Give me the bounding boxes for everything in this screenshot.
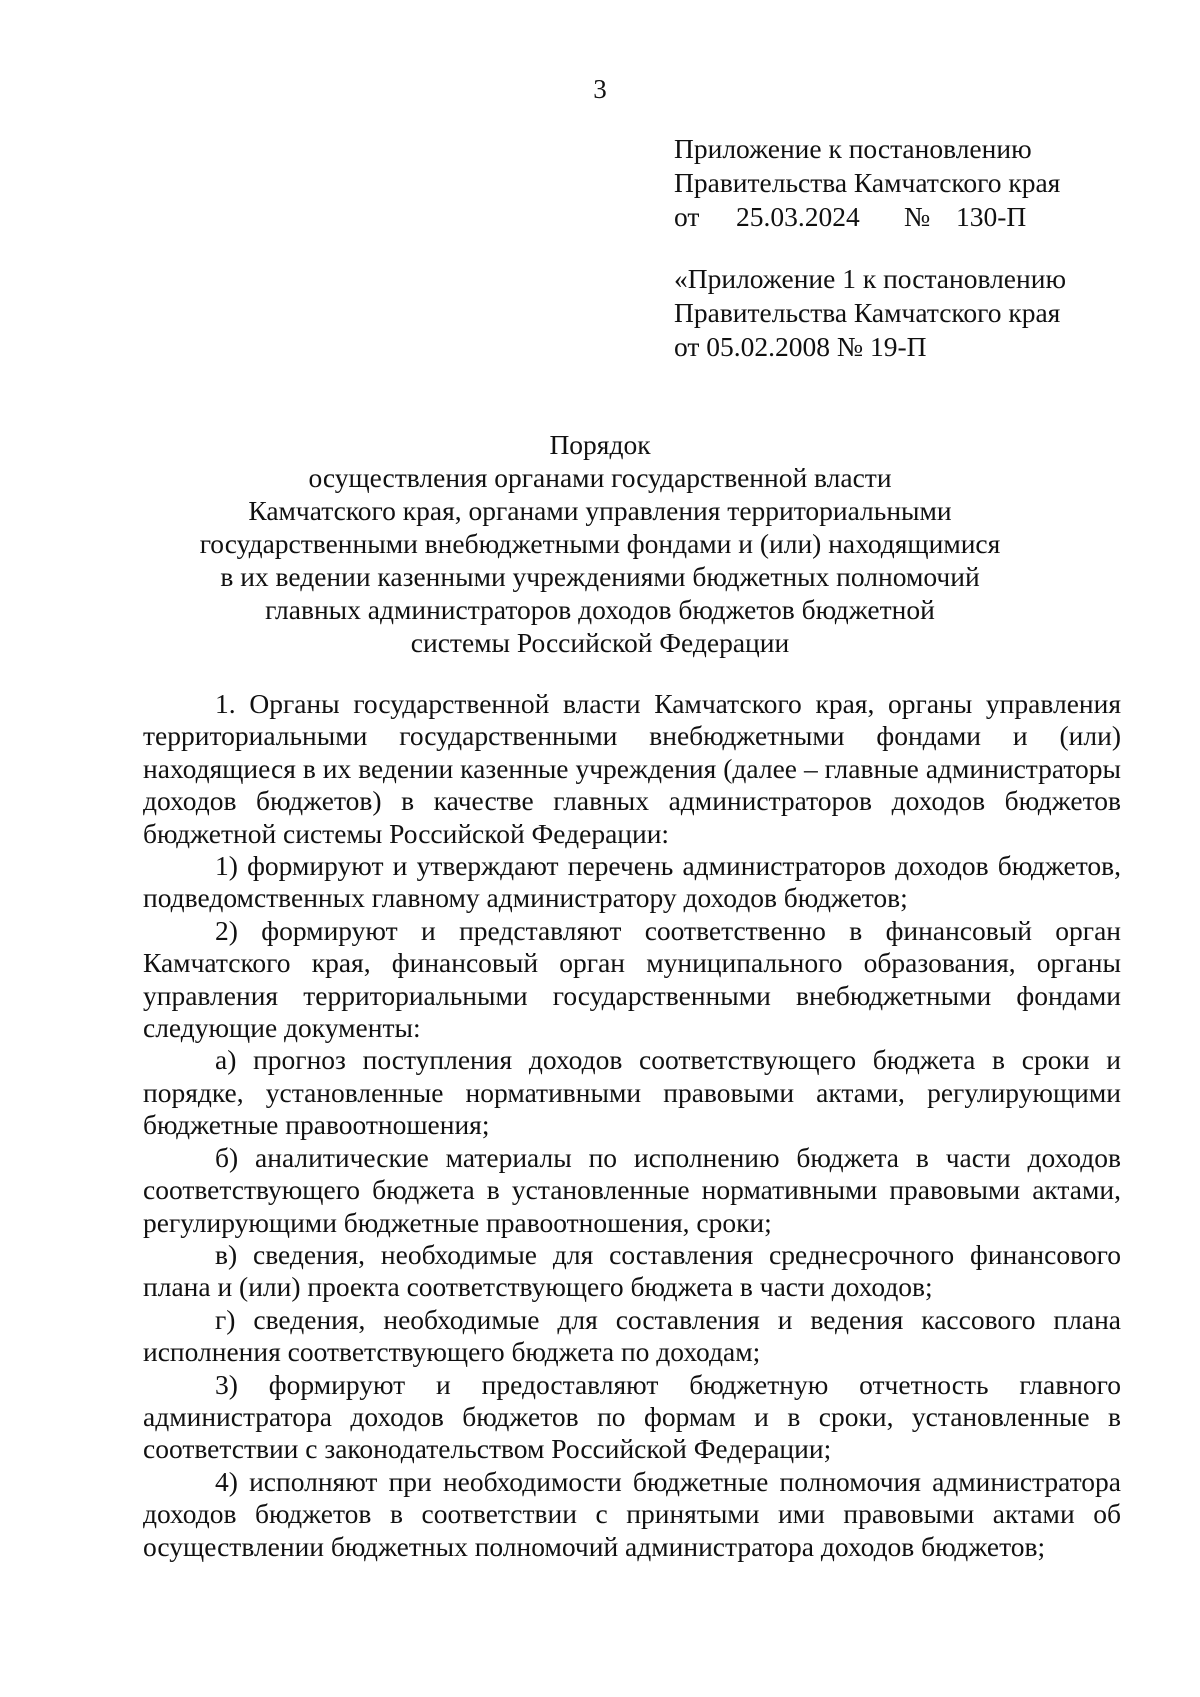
- title-heading: Порядок: [549, 429, 651, 460]
- title-line: осуществления органами государственной власти: [308, 462, 892, 493]
- date-prefix: от: [674, 201, 700, 232]
- subitem-b: б) аналитические материалы по исполнению бюджета в части доходов соответствующего бюджета в установленные нормативными правовыми актами, регулирующими бюджетные правоотношения, сроки;: [143, 1141, 1121, 1238]
- appendix-header-date-line: [674, 200, 1154, 234]
- document-body: [143, 688, 1121, 1563]
- subitem-g: г) сведения, необходимые для составления и ведения кассового плана исполнения соответствующего бюджета по доходам;: [143, 1303, 1121, 1368]
- resolution-date: 25.03.2024: [736, 201, 860, 232]
- appendix-quote-line-2: Правительства Камчатского края: [674, 297, 1061, 328]
- title-line: системы Российской Федерации: [410, 627, 790, 658]
- appendix-quote: [674, 262, 1154, 364]
- paragraph-1-item-2: 2) формируют и представляют соответственно в финансовый орган Камчатского края, финансовый орган муниципального образования, органы управления территориальными государственными внебюджетными фондами следующие документы:: [143, 914, 1121, 1044]
- appendix-header: [674, 132, 1154, 234]
- page-number: 3: [593, 74, 607, 104]
- paragraph-1-item-3: 3) формируют и предоставляют бюджетную отчетность главного администратора доходов бюджетов по формам и в сроки, установленные в соответствии с законодательством Российской Федерации;: [143, 1368, 1121, 1465]
- paragraph-1-item-4: 4) исполняют при необходимости бюджетные полномочия администратора доходов бюджетов в соответствии с принятыми ими правовыми актами об осуществлении бюджетных полномочий администратора доходов бюджетов;: [143, 1465, 1121, 1562]
- document-title: [0, 428, 1200, 659]
- appendix-quote-line-3: от 05.02.2008 № 19-П: [674, 331, 927, 362]
- title-line: в их ведении казенными учреждениями бюджетных полномочий: [220, 561, 980, 592]
- appendix-header-line-1: Приложение к постановлению: [674, 133, 1032, 164]
- resolution-number: 130-П: [956, 201, 1027, 232]
- number-sign: №: [904, 201, 931, 232]
- title-line: государственными внебюджетными фондами и (или) находящимися: [199, 528, 1001, 559]
- subitem-v: в) сведения, необходимые для составления среднесрочного финансового плана и (или) проекта соответствующего бюджета в части доходов;: [143, 1238, 1121, 1303]
- appendix-header-line-2: Правительства Камчатского края: [674, 167, 1061, 198]
- paragraph-1-item-1: 1) формируют и утверждают перечень администраторов доходов бюджетов, подведомственных главному администратору доходов бюджетов;: [143, 850, 1121, 914]
- title-line: Камчатского края, органами управления территориальными: [248, 495, 952, 526]
- paragraph-1: 1. Органы государственной власти Камчатского края, органы управления территориальными государственными внебюджетными фондами и (или) находящиеся в их ведении казенные учреждения (далее – главные администраторы доходов бюджетов) в качестве главных администраторов доходов бюджетов бюджетной системы Российской Федерации:: [143, 688, 1121, 849]
- appendix-quote-line-1: «Приложение 1 к постановлению: [674, 263, 1066, 294]
- subitem-a: а) прогноз поступления доходов соответствующего бюджета в сроки и порядке, установленные нормативными правовыми актами, регулирующими бюджетные правоотношения;: [143, 1044, 1121, 1141]
- title-line: главных администраторов доходов бюджетов бюджетной: [265, 594, 935, 625]
